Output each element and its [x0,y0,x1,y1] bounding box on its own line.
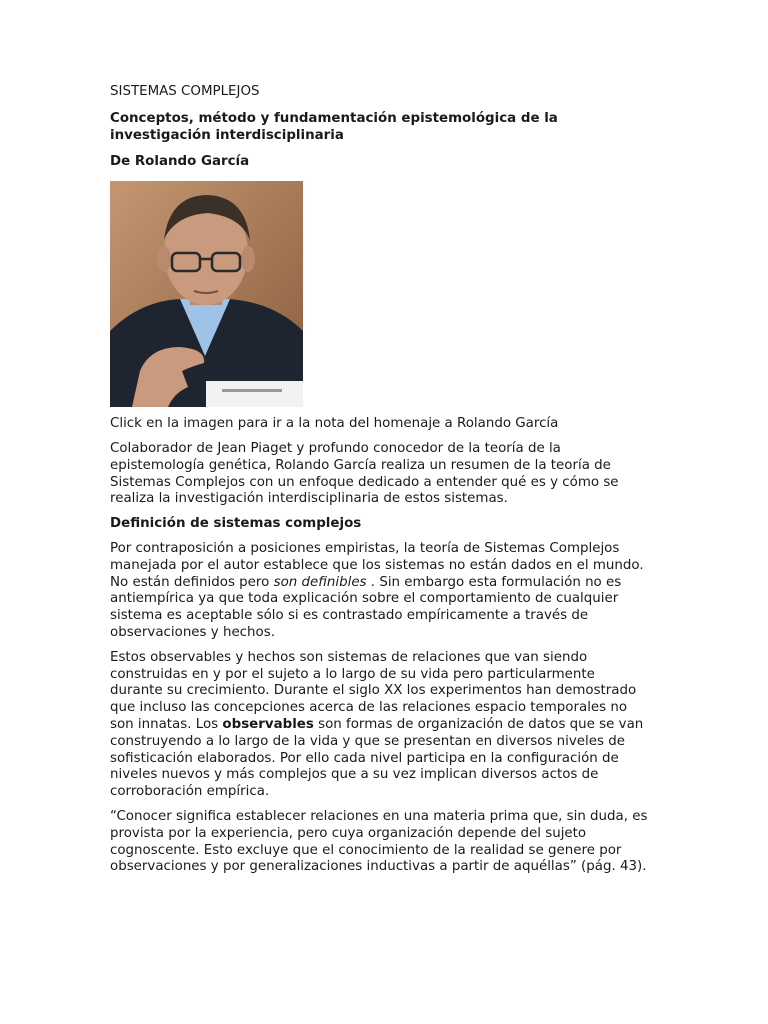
emphasis-son-definibles: son definibles [273,574,367,590]
paragraph-1: Por contraposición a posiciones empiristas, la teoría de Sistemas Complejos manejada por el autor establece que los sistemas no están dados en el mundo. No están definidos pero son definibles . Sin embargo esta formulación no es antiempírica ya que toda explicación sobre el comportamiento de cualquier sistema es aceptable sólo si es contrastado empíricamente a través de observaciones y hechos. [110,540,644,640]
document-title: SISTEMAS COMPLEJOS [110,84,260,99]
paragraph-2: Estos observables y hechos son sistemas de relaciones que van siendo construidas en y por el sujeto a lo largo de su vida pero particularmente durante su crecimiento. Durante el siglo XX los experimentos han demostrado que incluso las concepciones acerca de las relaciones espacio temporales no son innatas. Los observables son formas de organización de datos que se van construyendo a lo largo de la vida y que se presentan en diversos niveles de sofisticación elaborados. Por ello cada nivel participa en la configuración de niveles nuevos y más complejos que a su vez implican diversos actos de corroboración empírica. [110,649,644,800]
section-heading: Definición de sistemas complejos [110,516,362,532]
document-subtitle: Conceptos, método y fundamentación epistemológica de la investigación interdisciplinaria [110,110,558,143]
intro-paragraph: Colaborador de Jean Piaget y profundo conocedor de la teoría de la epistemología genética, Rolando García realiza un resumen de la teoría de Sistemas Complejos con un enfoque dedicado a entender qué es y cómo se realiza la investigación interdisciplinaria de estos sistemas. [110,440,619,507]
photo-caption: Click en la imagen para ir a la nota del homenaje a Rolando García [110,416,559,432]
author-photo-link[interactable] [110,181,303,407]
quote-paragraph: “Conocer significa establecer relaciones en una materia prima que, sin duda, es provista por la experiencia, pero cuya organización depende del sujeto cognoscente. Esto excluye que el conocimiento de la realidad se genere por observaciones y por generalizaciones inductivas a partir de aquéllas” (pág. 43). [110,808,648,875]
document-body [110,84,650,876]
author-line: De Rolando García [110,154,250,170]
bold-observables: observables [222,716,314,732]
